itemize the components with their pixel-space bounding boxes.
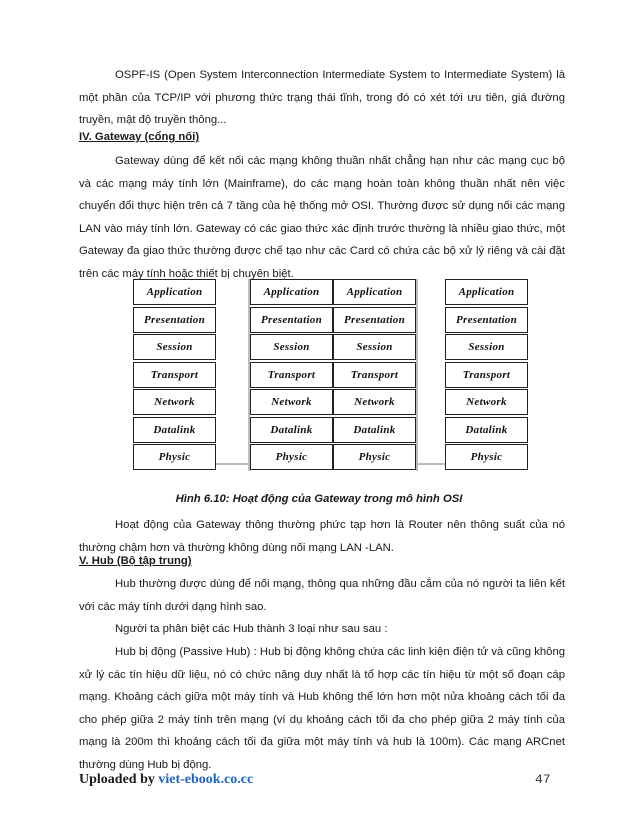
osi-layer-application: Application	[133, 279, 216, 305]
osi-stack-gateway-left	[250, 279, 333, 471]
osi-stack-gateway-right	[333, 279, 416, 471]
paragraph-hub-intro: Hub thường được dùng để nối mạng, thông qua những đầu cắm của nó người ta liên kết với các máy tính dưới dạng hình sao.	[79, 578, 565, 613]
link-host-a-to-gateway	[216, 463, 250, 465]
osi-layer-application: Application	[333, 279, 416, 305]
osi-layer-datalink: Datalink	[333, 417, 416, 443]
paragraph-gateway-performance: Hoạt động của Gateway thông thường phức tạp hơn là Router nên thông suất của nó thường chậm hơn và thường không dùng nối mạng LAN -LAN.	[79, 519, 565, 554]
section-heading-hub: V. Hub (Bộ tập trung)	[79, 555, 192, 567]
page-number: 47	[535, 772, 551, 787]
osi-layer-transport: Transport	[445, 362, 528, 388]
osi-layer-physic: Physic	[250, 444, 333, 470]
section-heading-gateway: IV. Gateway (cổng nối)	[79, 131, 200, 143]
osi-layer-network: Network	[250, 389, 333, 415]
osi-layer-datalink: Datalink	[445, 417, 528, 443]
osi-layer-transport: Transport	[133, 362, 216, 388]
osi-layer-datalink: Datalink	[133, 417, 216, 443]
footer-uploader: Uploaded by viet-ebook.co.cc	[79, 772, 254, 787]
osi-layer-transport: Transport	[333, 362, 416, 388]
paragraph-passive-hub: Hub bị động (Passive Hub) : Hub bị động không chứa các linh kiện điện tử và cũng không xử lý các tín hiệu dữ liệu, nó có chức năng duy nhất là tổ hợp các tín hiệu từ một số đoạn cáp mạng. Khoảng cách giữa một máy tính và Hub không thể lớn hơn một nửa khoảng cách tối đa cho phép giữa 2 máy tính trên mạng (ví dụ khoảng cách tối đa cho phép giữa 2 máy tính của mạng là 200m thì khoảng cách tối đa giữa một máy tính và hub là 100m). Các mạng ARCnet thường dùng Hub bị động.	[79, 646, 566, 771]
osi-layer-physic: Physic	[333, 444, 416, 470]
gateway-left-edge	[248, 279, 250, 471]
osi-layer-datalink: Datalink	[250, 417, 333, 443]
osi-layer-session: Session	[445, 334, 528, 360]
osi-layer-network: Network	[133, 389, 216, 415]
link-gateway-to-host-b	[416, 463, 445, 465]
osi-stack-host-b	[445, 279, 528, 471]
footer-site-link[interactable]: viet-ebook.co.cc	[158, 772, 254, 787]
osi-layer-application: Application	[445, 279, 528, 305]
osi-layer-session: Session	[250, 334, 333, 360]
osi-layer-physic: Physic	[133, 444, 216, 470]
gateway-right-edge	[416, 279, 418, 471]
figure-caption: Hình 6.10: Hoạt động của Gateway trong mô hình OSI	[175, 493, 463, 505]
paragraph-hub-types: Người ta phân biệt các Hub thành 3 loại như sau sau :	[115, 623, 388, 635]
osi-layer-session: Session	[333, 334, 416, 360]
osi-layer-presentation: Presentation	[133, 307, 216, 333]
osi-layer-application: Application	[250, 279, 333, 305]
osi-layer-session: Session	[133, 334, 216, 360]
paragraph-ospf: OSPF-IS (Open System Interconnection Intermediate System to Intermediate System) là một phần của TCP/IP với phương thức trạng thái tĩnh, trong đó có xét tới ưu tiên, giá đường truyền, mật độ truyền thông...	[79, 69, 565, 126]
osi-layer-presentation: Presentation	[250, 307, 333, 333]
osi-layer-physic: Physic	[445, 444, 528, 470]
osi-stack-host-a	[133, 279, 216, 471]
osi-layer-transport: Transport	[250, 362, 333, 388]
osi-layer-presentation: Presentation	[445, 307, 528, 333]
osi-layer-network: Network	[333, 389, 416, 415]
paragraph-gateway: Gateway dùng để kết nối các mạng không thuần nhất chẳng hạn như các mạng cục bộ và các mạng máy tính lớn (Mainframe), do các mạng hoàn toàn không thuần nhất nên việc chuyển đổi thực hiện trên cả 7 tầng của hệ thống mở OSI. Thường được sử dụng nối các mạng LAN vào máy tính lớn. Gateway có các giao thức xác định trước thường là nhiều giao thức, một Gateway đa giao thức thường được chế tạo như các Card có chứa các bộ xử lý riêng và cài đặt trên các máy tính hoặc thiết bị chuyên biệt.	[79, 155, 565, 280]
osi-layer-network: Network	[445, 389, 528, 415]
osi-layer-presentation: Presentation	[333, 307, 416, 333]
